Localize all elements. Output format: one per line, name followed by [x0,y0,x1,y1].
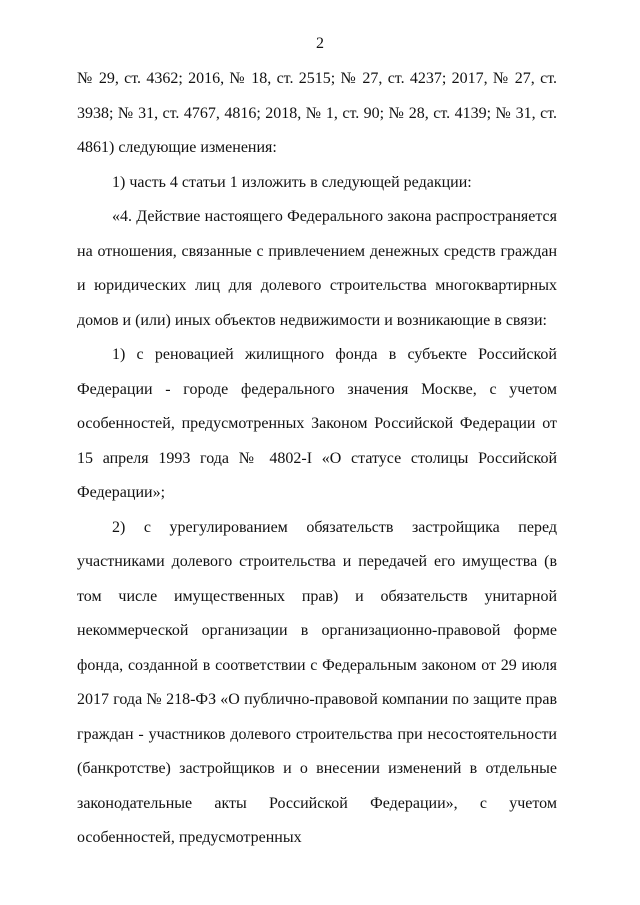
paragraph-subitem-1: 1) с реновацией жилищного фонда в субъекте Российской Федерации - городе федерального значения Москве, с учетом особенностей, предусмотренных Законом Российской Федерации от 15 апреля 1993 года № 4802-I «О статусе столицы Российской Федерации»; [77,346,557,501]
page-number: 2 [316,35,324,52]
paragraph-publication-refs: № 29, ст. 4362; 2016, № 18, ст. 2515; № 27, ст. 4237; 2017, № 27, ст. 3938; № 31, ст. 4767, 4816; 2018, № 1, ст. 90; № 28, ст. 4139; № 31, ст. 4861) следующие изменения: [77,70,557,156]
paragraph-part-4: «4. Действие настоящего Федерального закона распространяется на отношения, связанные с привлечением денежных средств граждан и юридических лиц для долевого строительства многоквартирных домов и (или) иных объектов недвижимости и возникающие в связи: [77,208,557,329]
document-body [77,62,557,856]
paragraph-item-1: 1) часть 4 статьи 1 изложить в следующей редакции: [112,173,472,191]
paragraph-subitem-2: 2) с урегулированием обязательств застройщика перед участниками долевого строительства и передачей его имущества (в том числе имущественных прав) и обязательств унитарной некоммерческой организации в организационно-правовой форме фонда, созданной в соответствии с Федеральным законом от 29 июля 2017 года № 218-ФЗ «О публично-правовой компании по защите прав граждан - участников долевого строительства при несостоятельности (банкротстве) застройщиков и о внесении изменений в отдельные законодательные акты Российской Федерации», с учетом особенностей, предусмотренных [77,518,557,846]
